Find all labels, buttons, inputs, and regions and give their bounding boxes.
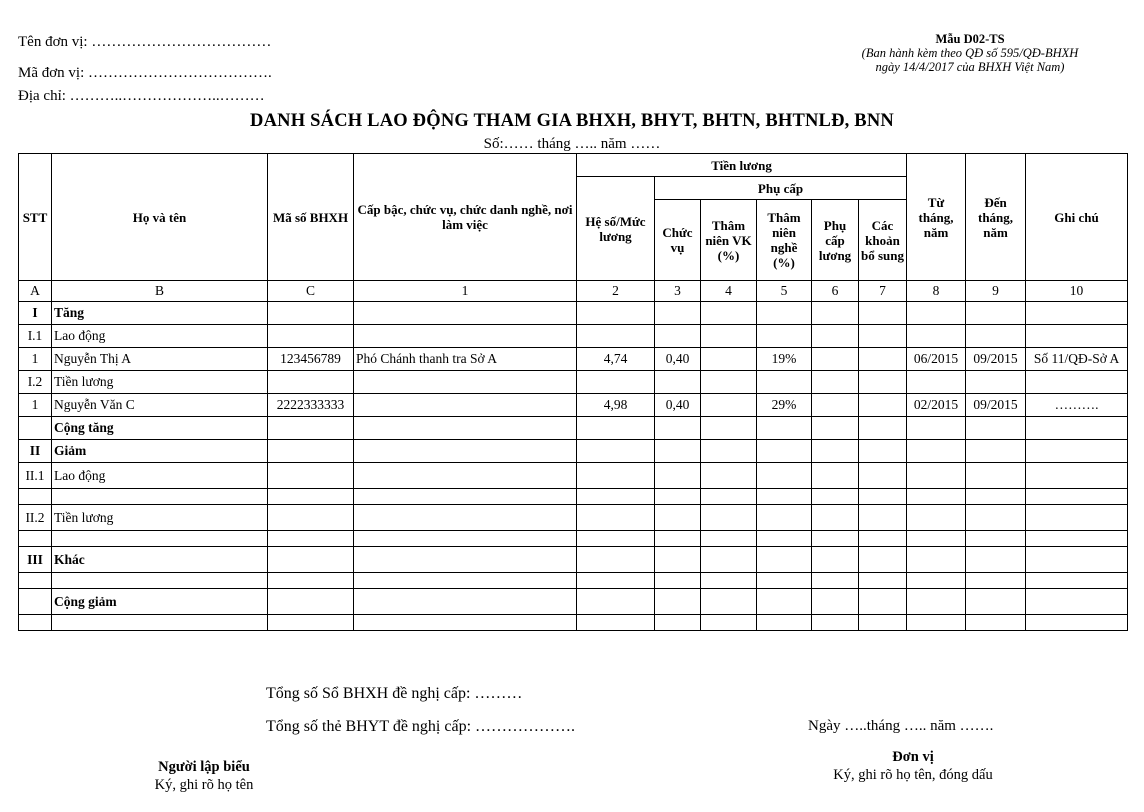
cell-to	[966, 573, 1026, 589]
cell-from: 06/2015	[907, 348, 966, 371]
cell-from	[907, 325, 966, 348]
cell-note	[1026, 547, 1128, 573]
cell-al-seniority	[701, 489, 757, 505]
cell-al-seniority	[701, 505, 757, 531]
unit-sub: Ký, ghi rõ họ tên, đóng dấu	[833, 767, 993, 783]
cell-al-seniority	[701, 302, 757, 325]
cell-al-seniority	[701, 417, 757, 440]
cell-al-seniority	[701, 589, 757, 615]
cell-al-salary	[812, 302, 859, 325]
cell-code	[268, 489, 354, 505]
cell-al-seniority	[701, 463, 757, 489]
cell-al-other	[859, 371, 907, 394]
cell-name: Nguyễn Thị A	[52, 348, 268, 371]
table-row	[19, 302, 1128, 325]
cell-al-job	[757, 615, 812, 631]
header-position: Cấp bậc, chức vụ, chức danh nghề, nơi làm việc	[354, 154, 577, 281]
cell-position	[354, 573, 577, 589]
table-row	[19, 531, 1128, 547]
cell-from	[907, 417, 966, 440]
cell-al-position	[655, 325, 701, 348]
cell-stt: II.2	[19, 505, 52, 531]
cell-al-position	[655, 573, 701, 589]
cell-coef	[577, 615, 655, 631]
unit-title: Đơn vị	[892, 749, 934, 765]
cell-al-position	[655, 417, 701, 440]
cell-al-position	[655, 489, 701, 505]
column-label: 5	[757, 281, 812, 302]
cell-code	[268, 302, 354, 325]
cell-to	[966, 440, 1026, 463]
cell-al-other	[859, 489, 907, 505]
cell-position	[354, 615, 577, 631]
cell-name: Tiền lương	[52, 371, 268, 394]
column-label: 6	[812, 281, 859, 302]
cell-coef: 4,98	[577, 394, 655, 417]
cell-from	[907, 463, 966, 489]
column-label: 10	[1026, 281, 1128, 302]
cell-code	[268, 531, 354, 547]
cell-code	[268, 615, 354, 631]
cell-al-salary	[812, 547, 859, 573]
cell-name: Tiền lương	[52, 505, 268, 531]
header-from: Từ tháng, năm	[907, 154, 966, 281]
cell-to	[966, 463, 1026, 489]
table-row	[19, 489, 1128, 505]
table-row	[19, 547, 1128, 573]
cell-position	[354, 325, 577, 348]
cell-al-position	[655, 505, 701, 531]
cell-note	[1026, 505, 1128, 531]
cell-stt: I.2	[19, 371, 52, 394]
cell-code: 2222333333	[268, 394, 354, 417]
table-row	[19, 371, 1128, 394]
cell-al-seniority	[701, 348, 757, 371]
cell-from	[907, 489, 966, 505]
cell-al-seniority	[701, 325, 757, 348]
column-label: 8	[907, 281, 966, 302]
header-allowance-group: Phụ cấp	[655, 177, 907, 200]
header-salary-group: Tiền lương	[577, 154, 907, 177]
cell-position	[354, 417, 577, 440]
cell-al-salary	[812, 325, 859, 348]
table-row	[19, 440, 1128, 463]
cell-name: Khác	[52, 547, 268, 573]
cell-al-seniority	[701, 615, 757, 631]
column-label: 4	[701, 281, 757, 302]
table-row	[19, 417, 1128, 440]
cell-coef	[577, 589, 655, 615]
cell-al-position	[655, 531, 701, 547]
cell-coef	[577, 489, 655, 505]
cell-position	[354, 371, 577, 394]
cell-stt: II.1	[19, 463, 52, 489]
cell-stt: I	[19, 302, 52, 325]
cell-stt	[19, 589, 52, 615]
cell-position	[354, 463, 577, 489]
cell-al-salary	[812, 394, 859, 417]
address-line: Địa chỉ: ………..………………..………	[18, 88, 265, 104]
table-row	[19, 348, 1128, 371]
cell-coef	[577, 302, 655, 325]
column-label: 1	[354, 281, 577, 302]
table-row	[19, 615, 1128, 631]
unit-name-line: Tên đơn vị: ………………………………	[18, 34, 272, 50]
cell-al-position	[655, 589, 701, 615]
cell-code	[268, 325, 354, 348]
header-to: Đến tháng, năm	[966, 154, 1026, 281]
table-row	[19, 589, 1128, 615]
cell-to	[966, 547, 1026, 573]
cell-code	[268, 440, 354, 463]
cell-note	[1026, 302, 1128, 325]
document-number-line: Số:…… tháng ….. năm ……	[483, 136, 661, 152]
cell-al-job	[757, 302, 812, 325]
cell-code	[268, 417, 354, 440]
table-row	[19, 573, 1128, 589]
cell-al-job	[757, 489, 812, 505]
cell-stt	[19, 531, 52, 547]
cell-al-salary	[812, 531, 859, 547]
cell-stt: II	[19, 440, 52, 463]
cell-position	[354, 440, 577, 463]
cell-code	[268, 505, 354, 531]
cell-code: 123456789	[268, 348, 354, 371]
column-label: 2	[577, 281, 655, 302]
header-note: Ghi chú	[1026, 154, 1128, 281]
cell-to	[966, 417, 1026, 440]
cell-al-other	[859, 394, 907, 417]
cell-position	[354, 394, 577, 417]
unit-signature	[798, 748, 1028, 784]
cell-note	[1026, 325, 1128, 348]
cell-to: 09/2015	[966, 348, 1026, 371]
cell-from	[907, 573, 966, 589]
cell-al-salary	[812, 417, 859, 440]
cell-code	[268, 463, 354, 489]
cell-code	[268, 573, 354, 589]
cell-al-job	[757, 573, 812, 589]
cell-name: Lao động	[52, 325, 268, 348]
employee-table	[18, 153, 1128, 631]
cell-note	[1026, 440, 1128, 463]
cell-note: ……….	[1026, 394, 1128, 417]
cell-name: Tăng	[52, 302, 268, 325]
cell-name	[52, 615, 268, 631]
cell-note	[1026, 531, 1128, 547]
column-label: 3	[655, 281, 701, 302]
cell-coef	[577, 463, 655, 489]
cell-name: Cộng giảm	[52, 589, 268, 615]
cell-from	[907, 589, 966, 615]
cell-position	[354, 547, 577, 573]
cell-al-seniority	[701, 531, 757, 547]
column-label: C	[268, 281, 354, 302]
header-al-salary: Phụ cấp lương	[812, 200, 859, 281]
column-label: A	[19, 281, 52, 302]
cell-al-salary	[812, 589, 859, 615]
form-code-block	[800, 32, 1140, 74]
cell-al-other	[859, 440, 907, 463]
table-row	[19, 463, 1128, 489]
preparer-title: Người lập biểu	[158, 759, 250, 775]
cell-to	[966, 371, 1026, 394]
cell-coef	[577, 440, 655, 463]
cell-al-seniority	[701, 547, 757, 573]
cell-al-position	[655, 302, 701, 325]
cell-note	[1026, 573, 1128, 589]
cell-name: Giảm	[52, 440, 268, 463]
cell-from	[907, 505, 966, 531]
cell-from	[907, 615, 966, 631]
total-books-line: Tổng số Sổ BHXH đề nghị cấp: ………	[266, 685, 523, 702]
cell-to	[966, 505, 1026, 531]
cell-coef	[577, 531, 655, 547]
cell-al-job: 29%	[757, 394, 812, 417]
cell-coef	[577, 547, 655, 573]
cell-al-other	[859, 547, 907, 573]
cell-al-job	[757, 371, 812, 394]
header-name: Họ và tên	[52, 154, 268, 281]
cell-al-salary	[812, 615, 859, 631]
cell-al-other	[859, 417, 907, 440]
cell-al-salary	[812, 440, 859, 463]
cell-al-other	[859, 302, 907, 325]
cell-al-position	[655, 463, 701, 489]
cell-al-other	[859, 505, 907, 531]
cell-al-position	[655, 371, 701, 394]
cell-position	[354, 302, 577, 325]
cell-al-seniority	[701, 371, 757, 394]
unit-code-line: Mã đơn vị: ……………………………….	[18, 65, 272, 81]
cell-al-other	[859, 463, 907, 489]
cell-al-salary	[812, 371, 859, 394]
cell-from	[907, 531, 966, 547]
cell-stt: I.1	[19, 325, 52, 348]
cell-name	[52, 531, 268, 547]
header-al-job: Thâm niên nghề (%)	[757, 200, 812, 281]
cell-al-position	[655, 440, 701, 463]
cell-position	[354, 489, 577, 505]
cell-to	[966, 489, 1026, 505]
cell-al-salary	[812, 348, 859, 371]
cell-to	[966, 302, 1026, 325]
header-al-other: Các khoản bổ sung	[859, 200, 907, 281]
cell-note	[1026, 589, 1128, 615]
cell-al-job	[757, 589, 812, 615]
cell-al-other	[859, 615, 907, 631]
cell-stt	[19, 573, 52, 589]
header-al-seniority: Thâm niên VK (%)	[701, 200, 757, 281]
cell-name: Cộng tăng	[52, 417, 268, 440]
preparer-signature	[104, 758, 304, 794]
cell-name	[52, 573, 268, 589]
form-issued-line1: (Ban hành kèm theo QĐ số 595/QĐ-BHXH	[861, 46, 1079, 60]
header-stt: STT	[19, 154, 52, 281]
cell-stt	[19, 489, 52, 505]
cell-note	[1026, 615, 1128, 631]
cell-al-other	[859, 325, 907, 348]
cell-coef	[577, 325, 655, 348]
cell-stt: 1	[19, 348, 52, 371]
document-title: DANH SÁCH LAO ĐỘNG THAM GIA BHXH, BHYT, BHTN, BHTNLĐ, BNN	[250, 111, 894, 131]
cell-to	[966, 615, 1026, 631]
cell-stt: 1	[19, 394, 52, 417]
cell-coef	[577, 505, 655, 531]
cell-coef	[577, 371, 655, 394]
column-label-row	[19, 281, 1128, 302]
cell-from	[907, 547, 966, 573]
cell-coef	[577, 417, 655, 440]
cell-note	[1026, 417, 1128, 440]
column-label: 9	[966, 281, 1026, 302]
cell-al-salary	[812, 463, 859, 489]
cell-al-job	[757, 463, 812, 489]
cell-position	[354, 531, 577, 547]
total-cards-line: Tổng số thẻ BHYT đề nghị cấp: ……………….	[266, 718, 576, 735]
cell-stt	[19, 615, 52, 631]
cell-coef	[577, 573, 655, 589]
cell-note: Số 11/QĐ-Sở A	[1026, 348, 1128, 371]
cell-coef: 4,74	[577, 348, 655, 371]
cell-al-job	[757, 440, 812, 463]
cell-from	[907, 302, 966, 325]
cell-note	[1026, 489, 1128, 505]
cell-al-salary	[812, 573, 859, 589]
cell-code	[268, 589, 354, 615]
cell-name: Nguyễn Văn C	[52, 394, 268, 417]
cell-al-job	[757, 505, 812, 531]
header-coef: Hệ số/Mức lương	[577, 177, 655, 281]
cell-code	[268, 547, 354, 573]
cell-stt	[19, 417, 52, 440]
cell-al-position	[655, 547, 701, 573]
cell-al-job	[757, 325, 812, 348]
form-code: Mẫu D02-TS	[935, 32, 1005, 46]
cell-al-other	[859, 573, 907, 589]
cell-position: Phó Chánh thanh tra Sở A	[354, 348, 577, 371]
cell-name: Lao động	[52, 463, 268, 489]
cell-al-position	[655, 615, 701, 631]
cell-from: 02/2015	[907, 394, 966, 417]
table-row	[19, 505, 1128, 531]
cell-al-position: 0,40	[655, 394, 701, 417]
cell-to: 09/2015	[966, 394, 1026, 417]
cell-note	[1026, 371, 1128, 394]
cell-code	[268, 371, 354, 394]
cell-al-other	[859, 348, 907, 371]
column-label: 7	[859, 281, 907, 302]
header-al-position: Chức vụ	[655, 200, 701, 281]
cell-al-other	[859, 589, 907, 615]
preparer-sub: Ký, ghi rõ họ tên	[154, 777, 254, 793]
cell-position	[354, 505, 577, 531]
cell-name	[52, 489, 268, 505]
cell-to	[966, 325, 1026, 348]
column-label: B	[52, 281, 268, 302]
cell-to	[966, 531, 1026, 547]
cell-to	[966, 589, 1026, 615]
cell-al-other	[859, 531, 907, 547]
cell-al-salary	[812, 505, 859, 531]
cell-from	[907, 371, 966, 394]
cell-from	[907, 440, 966, 463]
header-code: Mã số BHXH	[268, 154, 354, 281]
cell-stt: III	[19, 547, 52, 573]
cell-note	[1026, 463, 1128, 489]
cell-al-seniority	[701, 440, 757, 463]
cell-al-seniority	[701, 394, 757, 417]
cell-al-job: 19%	[757, 348, 812, 371]
cell-al-job	[757, 417, 812, 440]
cell-position	[354, 589, 577, 615]
cell-al-job	[757, 531, 812, 547]
form-issued-line2: ngày 14/4/2017 của BHXH Việt Nam)	[875, 60, 1065, 74]
table-row	[19, 394, 1128, 417]
cell-al-salary	[812, 489, 859, 505]
date-line: Ngày …..tháng ….. năm …….	[808, 718, 994, 734]
table-row	[19, 325, 1128, 348]
cell-al-seniority	[701, 573, 757, 589]
cell-al-job	[757, 547, 812, 573]
cell-al-position: 0,40	[655, 348, 701, 371]
